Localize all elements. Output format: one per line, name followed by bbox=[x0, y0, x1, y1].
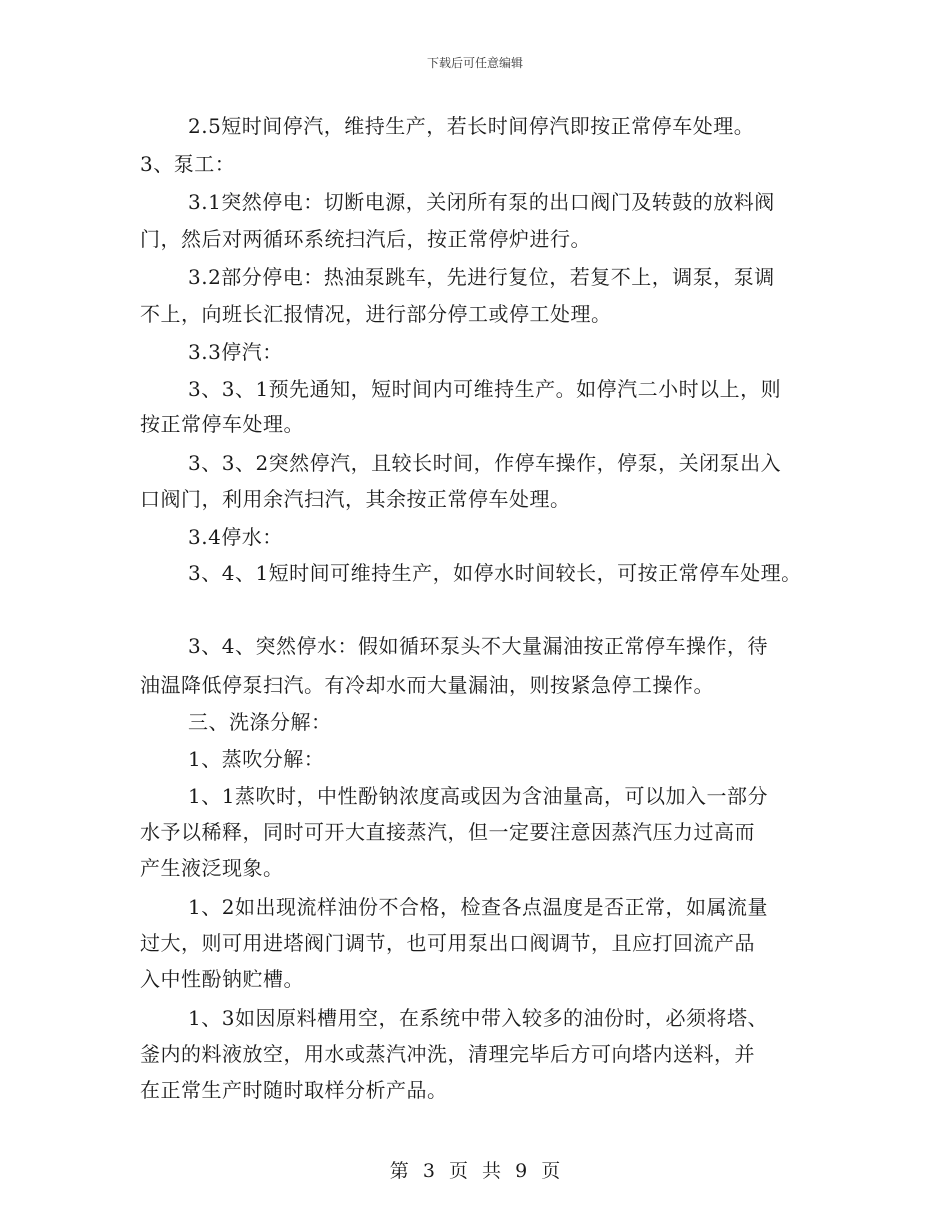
paragraph-line: 入中性酚钠贮槽。 bbox=[140, 967, 304, 991]
section-heading: 三、洗涤分解： bbox=[188, 710, 332, 734]
paragraph-line: 3、4、1短时间可维持生产，如停水时间较长，可按正常停车处理。 bbox=[188, 561, 802, 585]
section-heading: 3.4停水： bbox=[188, 525, 283, 549]
footer-page-label: 页 bbox=[448, 1160, 468, 1182]
paragraph-line: 在正常生产时随时取样分析产品。 bbox=[140, 1078, 448, 1102]
paragraph-line: 产生液泛现象。 bbox=[140, 856, 284, 880]
paragraph-line: 不上，向班长汇报情况，进行部分停工或停工处理。 bbox=[140, 302, 612, 326]
section-heading: 3、泵工： bbox=[140, 152, 236, 176]
paragraph-line: 油温降低停泵扫汽。有冷却水而大量漏油，则按紧急停工操作。 bbox=[140, 673, 714, 697]
current-page-number: 3 bbox=[422, 1160, 435, 1182]
paragraph-line: 过大，则可用进塔阀门调节，也可用泵出口阀调节，且应打回流产品 bbox=[140, 931, 755, 955]
paragraph-line: 3.1突然停电：切断电源，关闭所有泵的出口阀门及转鼓的放料阀 bbox=[188, 190, 775, 214]
paragraph-line: 按正常停车处理。 bbox=[140, 412, 304, 436]
paragraph-line: 3、3、1预先通知，短时间内可维持生产。如停汽二小时以上，则 bbox=[188, 377, 782, 401]
page-header: 下载后可任意编辑 bbox=[426, 56, 523, 70]
section-heading: 3.3停汽： bbox=[188, 340, 283, 364]
paragraph-line: 1、1蒸吹时，中性酚钠浓度高或因为含油量高，可以加入一部分 bbox=[188, 784, 768, 808]
paragraph-line: 釜内的料液放空，用水或蒸汽冲洗，清理完毕后方可向塔内送料，并 bbox=[140, 1042, 755, 1066]
paragraph-line: 1、2如出现流样油份不合格，检查各点温度是否正常，如属流量 bbox=[188, 895, 768, 919]
paragraph-line: 2.5短时间停汽，维持生产，若长时间停汽即按正常停车处理。 bbox=[188, 114, 755, 138]
paragraph-line: 3、3、2突然停汽，且较长时间，作停车操作，停泵，关闭泵出入 bbox=[188, 451, 782, 475]
footer-prefix: 第 bbox=[389, 1160, 409, 1182]
footer-total-prefix: 共 bbox=[482, 1160, 502, 1182]
section-heading: 1、蒸吹分解： bbox=[188, 747, 325, 771]
paragraph-line: 门，然后对两循环系统扫汽后，按正常停炉进行。 bbox=[140, 227, 591, 251]
paragraph-line: 水予以稀释，同时可开大直接蒸汽，但一定要注意因蒸汽压力过高而 bbox=[140, 820, 755, 844]
paragraph-line: 3、4、突然停水：假如循环泵头不大量漏油按正常停车操作，待 bbox=[188, 634, 768, 658]
paragraph-line: 口阀门，利用余汽扫汽，其余按正常停车处理。 bbox=[140, 487, 571, 511]
page-footer bbox=[0, 1156, 950, 1183]
total-pages-number: 9 bbox=[515, 1160, 528, 1182]
footer-total-label: 页 bbox=[541, 1160, 561, 1182]
paragraph-line: 1、3如因原料槽用空，在系统中带入较多的油份时，必须将塔、 bbox=[188, 1006, 768, 1030]
paragraph-line: 3.2部分停电：热油泵跳车，先进行复位，若复不上，调泵，泵调 bbox=[188, 265, 775, 289]
